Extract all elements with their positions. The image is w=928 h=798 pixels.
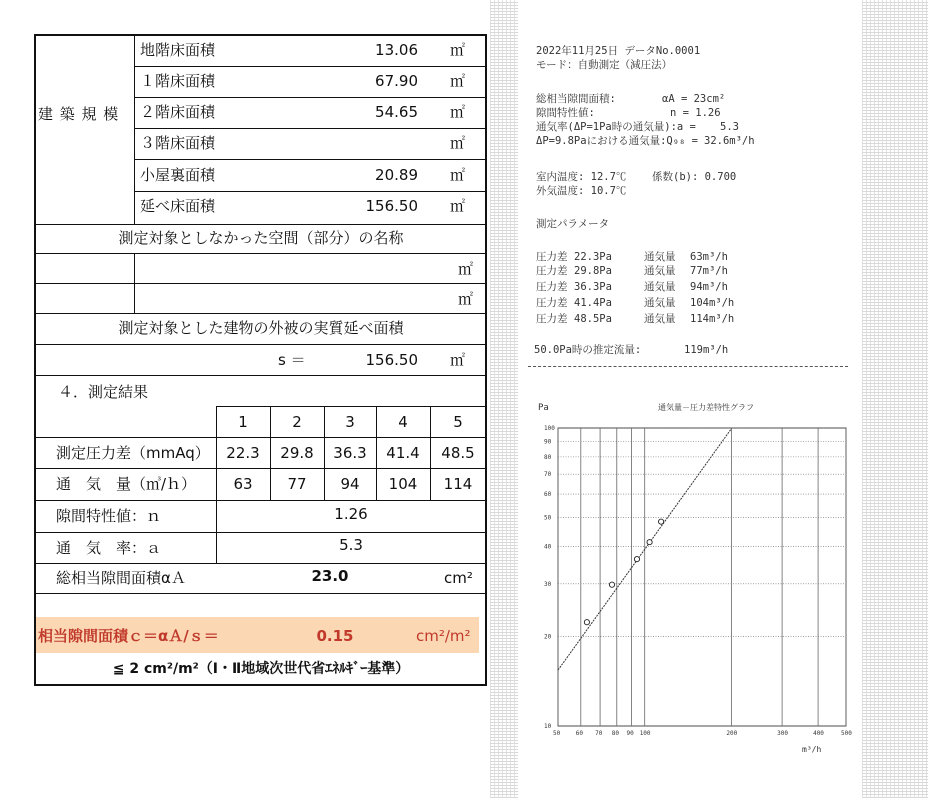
measurement-5-flow-label: 通気量	[644, 313, 676, 325]
summary-label-1: 総相当隙間面積:	[536, 93, 616, 105]
column-header-4: 4	[398, 413, 408, 431]
measurement-5-pressure: 48.5Pa	[574, 313, 612, 325]
total-floor-unit: ㎡	[450, 197, 466, 215]
chart-y-tick-label: 60	[544, 491, 552, 499]
chart-y-tick-label: 80	[544, 453, 552, 461]
basement-floor-unit: ㎡	[450, 41, 466, 59]
building-scale-label: 建 築 規 模	[38, 105, 120, 123]
attic-label: 小屋裏面積	[140, 166, 216, 184]
chart-point-2	[609, 582, 614, 587]
chart-point-1	[584, 620, 589, 625]
total-floor-value: 156.50	[365, 197, 418, 215]
alpha-value: 23.0	[311, 567, 349, 585]
second-floor-unit: ㎡	[450, 103, 466, 121]
envelope-unit: ㎡	[450, 351, 466, 369]
chart-x-label: m³/h	[802, 745, 822, 754]
measurement-2-flow: 77m³/h	[690, 265, 728, 277]
measurement-2-label: 圧力差	[536, 265, 568, 277]
coefficient: 係数(b): 0.700	[652, 171, 737, 183]
pressure-value-4: 41.4	[386, 444, 420, 462]
measurement-5-label: 圧力差	[536, 313, 568, 325]
measurement-4-flow: 104m³/h	[690, 297, 735, 309]
alpha-row-label: 総相当隙間面積αＡ	[56, 569, 186, 587]
indoor-temperature: 室内温度: 12.7℃	[536, 171, 627, 183]
measurement-printout	[490, 0, 928, 798]
envelope-s-value: 156.50	[365, 351, 418, 369]
total-floor-label: 延べ床面積	[140, 197, 216, 215]
chart-y-tick-label: 20	[544, 633, 552, 641]
summary-label-3: 通気率(ΔP=1Pa時の通気量):a =	[536, 121, 696, 133]
airflow-value-1: 63	[233, 475, 253, 493]
airflow-value-5: 114	[443, 475, 473, 493]
excluded-row2-unit: ㎡	[458, 290, 474, 308]
chart-y-label: Pa	[538, 403, 549, 413]
airflow-row-label: 通 気 量（㎥/ｈ）	[56, 475, 197, 493]
measurement-3-flow-label: 通気量	[644, 281, 676, 293]
chart-plot-frame	[558, 428, 846, 726]
excluded-row1-unit: ㎡	[458, 260, 474, 278]
c-row-label: 相当隙間面積ｃ＝αＡ/ｓ＝	[38, 627, 219, 645]
measurement-3-label: 圧力差	[536, 281, 568, 293]
airflow-value-2: 77	[287, 475, 307, 493]
excluded-heading: 測定対象としなかった空間（部分）の名称	[118, 229, 404, 247]
second-floor-value: 54.65	[375, 103, 418, 121]
measurement-5-flow: 114m³/h	[690, 313, 735, 325]
airflow-pressure-chart	[490, 0, 928, 798]
first-floor-label: １階床面積	[140, 72, 216, 90]
chart-x-tick-label: 300	[777, 730, 788, 737]
estimate-label: 50.0Pa時の推定流量:	[534, 344, 642, 356]
measurement-1-flow: 63m³/h	[690, 251, 728, 263]
attic-value: 20.89	[375, 166, 418, 184]
n-value: 1.26	[334, 505, 368, 523]
chart-y-tick-label: 90	[544, 438, 552, 446]
first-floor-value: 67.90	[375, 72, 418, 90]
chart-x-tick-label: 90	[626, 730, 634, 737]
c-unit: cm²/m²	[416, 627, 471, 645]
chart-x-tick-label: 80	[611, 730, 620, 737]
column-header-2: 2	[292, 413, 302, 431]
third-floor-unit: ㎡	[450, 134, 466, 152]
chart-y-tick-label: 30	[544, 580, 552, 588]
airflow-value-4: 104	[388, 475, 418, 493]
chart-y-tick-label: 50	[544, 514, 552, 522]
printout-header-date: 2022年11月25日 データNo.0001	[536, 45, 701, 57]
second-floor-label: ２階床面積	[140, 103, 216, 121]
airflow-value-3: 94	[340, 475, 360, 493]
parameter-title: 測定パラメータ	[536, 218, 610, 230]
chart-title: 通気量－圧力差特性グラフ	[658, 403, 754, 412]
summary-value-4: 32.6m³/h	[704, 135, 755, 147]
chart-point-3	[634, 557, 639, 562]
measurement-4-label: 圧力差	[536, 297, 568, 309]
envelope-heading: 測定対象とした建物の外被の実質延べ面積	[118, 319, 404, 337]
summary-label-2: 隙間特性値:	[536, 107, 595, 119]
measurement-4-flow-label: 通気量	[644, 297, 676, 309]
pressure-value-3: 36.3	[333, 444, 367, 462]
measurement-1-flow-label: 通気量	[644, 251, 676, 263]
chart-x-tick-label: 200	[726, 730, 738, 737]
summary-value-2: n = 1.26	[670, 107, 721, 119]
chart-point-4	[647, 540, 652, 545]
summary-label-4: ΔP=9.8Paにおける通気量:Q₉₈ =	[536, 135, 699, 147]
chart-x-tick-label: 70	[595, 730, 603, 737]
outdoor-temperature: 外気温度: 10.7℃	[536, 185, 627, 197]
chart-x-tick-label: 500	[841, 730, 852, 737]
summary-value-1: αA = 23cm²	[662, 93, 726, 105]
basement-floor-value: 13.06	[375, 41, 418, 59]
n-row-label: 隙間特性値：ｎ	[56, 507, 162, 525]
measurement-2-pressure: 29.8Pa	[574, 265, 612, 277]
basement-floor-label: 地階床面積	[140, 41, 216, 59]
pressure-row-label: 測定圧力差（mmAq）	[56, 444, 210, 462]
column-header-1: 1	[238, 413, 248, 431]
measurement-1-pressure: 22.3Pa	[574, 251, 612, 263]
chart-y-tick-label: 40	[544, 543, 552, 551]
chart-x-tick-label: 50	[553, 730, 561, 737]
column-header-3: 3	[345, 413, 355, 431]
envelope-s-label: s ＝	[278, 351, 306, 369]
chart-point-5	[658, 519, 663, 524]
third-floor-label: ３階床面積	[140, 134, 216, 152]
column-header-5: 5	[453, 413, 463, 431]
measurement-1-label: 圧力差	[536, 251, 568, 263]
first-floor-unit: ㎡	[450, 72, 466, 90]
pressure-value-2: 29.8	[280, 444, 314, 462]
summary-value-3: 5.3	[720, 121, 739, 133]
chart-x-tick-label: 400	[813, 730, 824, 737]
c-value: 0.15	[316, 627, 354, 645]
alpha-unit: cm²	[444, 569, 473, 587]
attic-unit: ㎡	[450, 166, 466, 184]
chart-grid	[558, 428, 846, 726]
measurement-4-pressure: 41.4Pa	[574, 297, 612, 309]
pressure-value-5: 48.5	[441, 444, 475, 462]
measurement-2-flow-label: 通気量	[644, 265, 676, 277]
a-value: 5.3	[339, 536, 363, 554]
measurement-3-pressure: 36.3Pa	[574, 281, 612, 293]
chart-x-tick-label: 100	[639, 730, 651, 737]
results-heading: ４．測定結果	[58, 383, 149, 401]
printout-header-mode: モード：自動測定（減圧法）	[536, 59, 673, 71]
estimate-value: 119m³/h	[684, 344, 729, 356]
pressure-value-1: 22.3	[226, 444, 260, 462]
measurement-3-flow: 94m³/h	[690, 281, 728, 293]
chart-y-tick-label: 70	[544, 471, 552, 479]
chart-y-tick-label: 10	[544, 723, 552, 730]
a-row-label: 通 気 率：ａ	[56, 539, 162, 557]
standard-note: ≦ 2 cm²/m²（Ⅰ・Ⅱ地域次世代省ｴﾈﾙｷﾞｰ基準）	[112, 661, 410, 677]
chart-x-tick-label: 60	[575, 730, 584, 737]
chart-ticks	[544, 425, 852, 737]
chart-y-tick-label: 100	[544, 425, 555, 432]
